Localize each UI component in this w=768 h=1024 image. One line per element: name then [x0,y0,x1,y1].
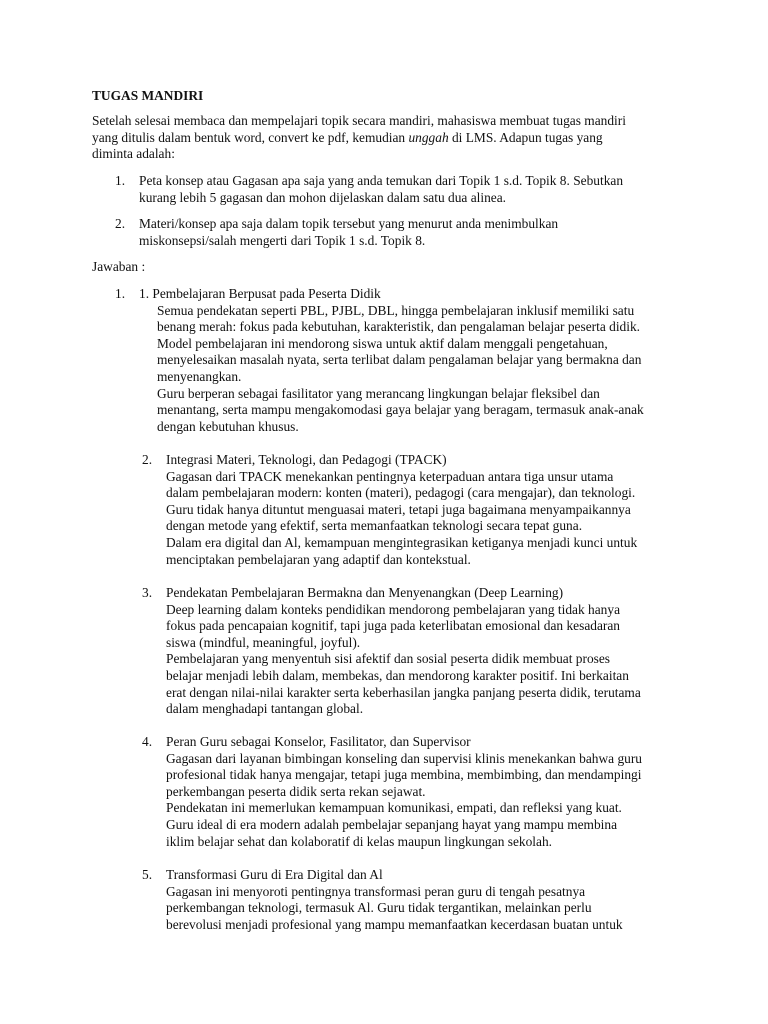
answer-line: Semua pendekatan seperti PBL, PJBL, DBL, hingga pembelajaran inklusif memiliki satu [157,302,635,318]
answer-line: Gagasan dari layanan bimbingan konseling dan supervisi klinis menekankan bahwa guru [166,750,642,766]
answer-line: berevolusi menjadi profesional yang mampu memanfaatkan kecerdasan buatan untuk [166,916,623,932]
answer-line: iklim belajar sehat dan kolaboratif di kelas maupun lingkungan sekolah. [166,833,552,849]
answer-item [142,452,637,568]
answer-body [166,734,642,850]
intro-text: yang ditulis dalam bentuk word, convert ke pdf, kemudian [92,129,409,145]
task-number: 1. [115,173,126,188]
answer-line: perkembangan peserta didik serta rekan sejawat. [166,783,426,799]
answer-body [166,452,637,568]
intro-emphasis: unggah [408,129,449,145]
task-line: kurang lebih 5 gagasan dan mohon dijelaskan dalam satu dua alinea. [139,189,507,205]
answer-line: Pendekatan ini memerlukan kemampuan komunikasi, empati, dan refleksi yang kuat. [166,800,622,816]
task-line: Peta konsep atau Gagasan apa saja yang anda temukan dari Topik 1 s.d. Topik 8. Sebutkan [139,173,624,188]
intro-line: diminta adalah: [92,146,175,162]
answer-number: 4. [142,734,153,749]
task-line: miskonsepsi/salah mengerti dari Topik 1 s.d. Topik 8. [139,232,426,248]
answer-line: menciptakan pembelajaran yang adaptif dan kontekstual. [166,551,471,567]
answer-heading: Peran Guru sebagai Konselor, Fasilitator, dan Supervisor [166,734,471,749]
intro-line [92,130,626,147]
task-item [115,173,675,206]
document-title: TUGAS MANDIRI [92,88,204,103]
answer-number: 5. [142,867,153,882]
answer-item [115,286,644,435]
answer-line: Model pembelajaran ini mendorong siswa untuk aktif dalam menggali pengetahuan, [157,335,608,351]
answer-body [166,585,641,718]
answer-heading: Pendekatan Pembelajaran Bermakna dan Menyenangkan (Deep Learning) [166,585,564,600]
answer-item [142,585,641,718]
answer-heading: Integrasi Materi, Teknologi, dan Pedagogi (TPACK) [166,452,447,467]
answer-body [166,867,623,933]
answer-line: perkembangan teknologi, termasuk Al. Guru tidak tergantikan, melainkan perlu [166,900,592,916]
answer-item [142,867,623,933]
answer-line: dengan metode yang efektif, serta memanfaatkan teknologi secara tepat guna. [166,518,583,534]
answer-heading: Transformasi Guru di Era Digital dan Al [166,867,383,882]
answer-line: Dalam era digital dan Al, kemampuan mengintegrasikan ketiganya menjadi kunci untuk [166,534,638,550]
answer-label: Jawaban : [92,259,146,274]
answer-body [157,303,644,436]
answer-line: benang merah: fokus pada kebutuhan, karakteristik, dan pengalaman belajar peserta didik. [157,319,640,335]
answer-line: dalam menghadapi tantangan global. [166,701,364,717]
answer-line: siswa (mindful, meaningful, joyful). [166,634,361,650]
answer-line: Guru ideal di era modern adalah pembelajar sepanjang hayat yang mampu membina [166,816,618,832]
answer-line: Guru tidak hanya dituntut menguasai materi, tetapi juga bagaimana menyampaikannya [166,501,631,517]
answer-line: Deep learning dalam konteks pendidikan mendorong pembelajaran yang tidak hanya [166,601,621,617]
answer-line: Guru berperan sebagai fasilitator yang merancang lingkungan belajar fleksibel dan [157,385,600,401]
task-line: Materi/konsep apa saja dalam topik tersebut yang menurut anda menimbulkan [139,216,559,231]
answer-line: profesional tidak hanya mengajar, tetapi juga membina, membimbing, dan mendampingi [166,767,642,783]
task-item [115,216,675,249]
answer-heading: 1. Pembelajaran Berpusat pada Peserta Didik [139,286,381,301]
answer-line: Pembelajaran yang menyentuh sisi afektif dan sosial peserta didik membuat proses [166,651,611,667]
intro-paragraph [92,113,626,163]
answer-item [142,734,642,850]
intro-line: Setelah selesai membaca dan mempelajari topik secara mandiri, mahasiswa membuat tugas mandiri [92,113,626,128]
answer-line: dalam pembelajaran modern: konten (materi), pedagogi (cara mengajar), dan teknologi. [166,485,636,501]
answer-line: menantang, serta mampu mengakomodasi gaya belajar yang beragam, termasuk anak-anak [157,402,644,418]
task-number: 2. [115,216,126,231]
answer-line: dengan kebutuhan khusus. [157,418,299,434]
answer-number: 3. [142,585,153,600]
answer-line: belajar menjadi lebih dalam, membekas, dan mendorong karakter positif. Ini berkaitan [166,667,629,683]
intro-text: di LMS. Adapun tugas yang [448,129,603,145]
answer-line: menyenangkan. [157,368,242,384]
answer-line: erat dengan nilai-nilai karakter serta keberhasilan jangka panjang peserta didik, terutama [166,684,641,700]
answer-number: 1. [115,286,126,301]
answer-line: fokus pada pencapaian kognitif, tapi juga pada keterlibatan emosional dan kesadaran [166,618,620,634]
answer-number: 2. [142,452,153,467]
answer-line: menyelesaikan masalah nyata, serta terlibat dalam pengalaman belajar yang bermakna dan [157,352,642,368]
answer-line: Gagasan ini menyoroti pentingnya transformasi peran guru di tengah pesatnya [166,883,586,899]
answer-line: Gagasan dari TPACK menekankan pentingnya keterpaduan antara tiga unsur utama [166,468,614,484]
